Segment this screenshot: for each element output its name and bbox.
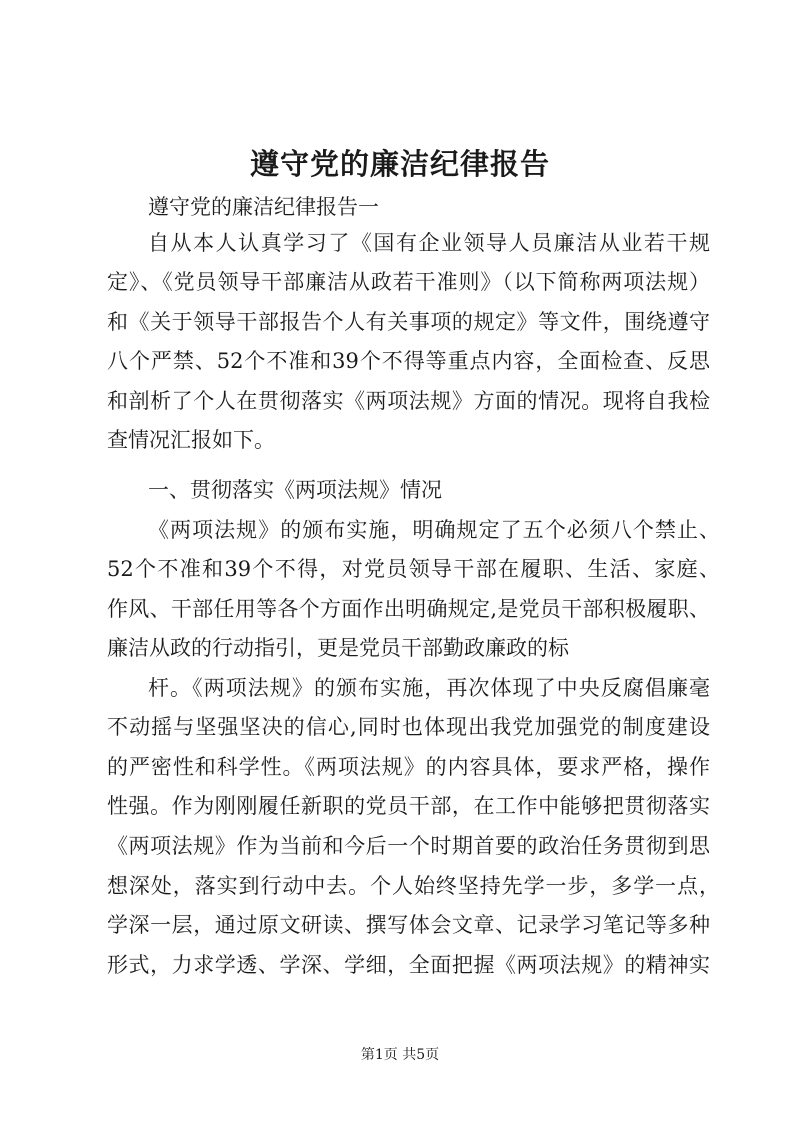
paragraph-line: 形式，力求学透、学深、学细，全面把握《两项法规》的精神实 bbox=[107, 953, 710, 977]
paragraph-line: 查情况汇报如下。 bbox=[107, 428, 275, 452]
paragraph-line: 自从本人认真学习了《国有企业领导人员廉洁从业若干规 bbox=[148, 231, 710, 255]
section-heading: 一、贯彻落实《两项法规》情况 bbox=[148, 478, 442, 502]
paragraph-line: 《两项法规》作为当前和今后一个时期首要的政治任务贯彻到思 bbox=[107, 834, 710, 858]
subtitle-line: 遵守党的廉洁纪律报告一 bbox=[148, 195, 379, 219]
paragraph-line: 想深处，落实到行动中去。个人始终坚持先学一步，多学一点， bbox=[107, 874, 720, 898]
page-footer: 第1页 共5页 bbox=[360, 1047, 440, 1063]
paragraph-line: 和《关于领导干部报告个人有关事项的规定》等文件，围绕遵守 bbox=[107, 310, 710, 334]
paragraph-line: 不动摇与坚强坚决的信心,同时也体现出我党加强党的制度建设 bbox=[107, 715, 710, 739]
paragraph-line: 作风、干部任用等各个方面作出明确规定,是党员干部积极履职、 bbox=[107, 597, 710, 621]
paragraph-line: 定》、《党员领导干部廉洁从政若干准则》（以下简称两项法规） bbox=[107, 270, 710, 294]
paragraph-line: 52个不准和39个不得，对党员领导干部在履职、生活、家庭、 bbox=[107, 557, 720, 581]
paragraph-line: 《两项法规》的颁布实施，明确规定了五个必须八个禁止、 bbox=[148, 518, 720, 542]
document-title: 遵守党的廉洁纪律报告 bbox=[249, 147, 550, 181]
paragraph-line: 杆。《两项法规》的颁布实施，再次体现了中央反腐倡廉毫 bbox=[148, 676, 710, 700]
paragraph-line: 学深一层，通过原文研读、撰写体会文章、记录学习笔记等多种 bbox=[107, 913, 710, 937]
paragraph-line: 性强。作为刚刚履任新职的党员干部，在工作中能够把贯彻落实 bbox=[107, 794, 710, 818]
paragraph-line: 廉洁从政的行动指引，更是党员干部勤政廉政的标 bbox=[107, 636, 569, 660]
paragraph-line: 的严密性和科学性。《两项法规》的内容具体，要求严格，操作 bbox=[107, 755, 710, 779]
paragraph-line: 八个严禁、52个不准和39个不得等重点内容，全面检查、反思 bbox=[107, 349, 710, 373]
paragraph-line: 和剖析了个人在贯彻落实《两项法规》方面的情况。现将自我检 bbox=[107, 389, 710, 413]
